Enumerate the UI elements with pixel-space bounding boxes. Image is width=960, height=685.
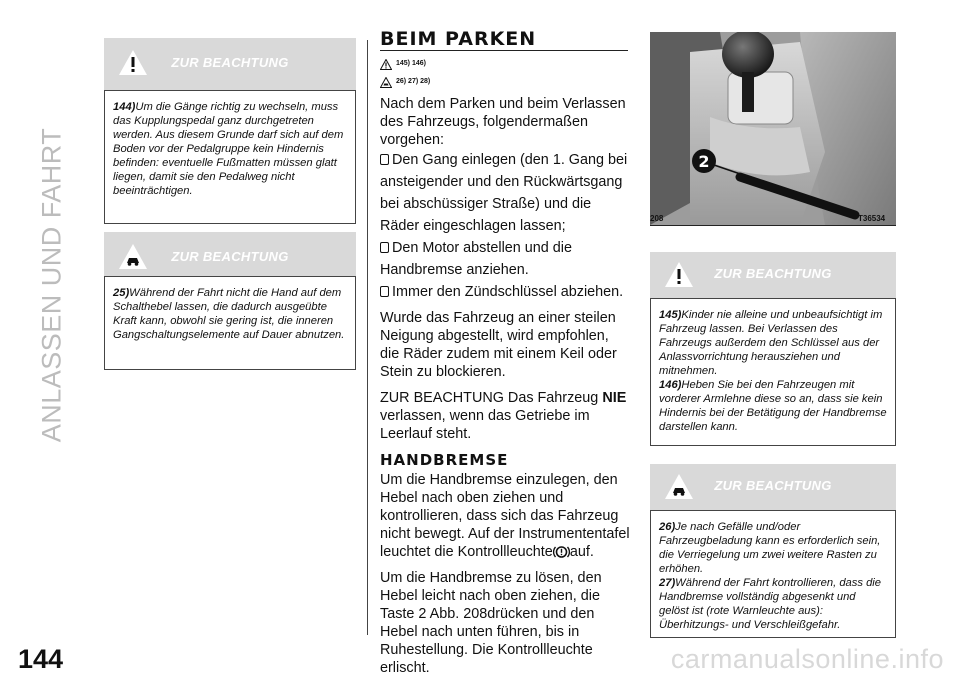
checkbox-bullet-icon — [380, 286, 389, 297]
figure-number: 208 — [650, 214, 664, 223]
paragraph: Um die Handbremse zu lösen, den Hebel leicht nach oben ziehen, die Taste 2 Abb. 208drücken und den Hebel nach unten führen, bis in Ruhestellung. Die Kontrollleuchte erlischt. — [380, 570, 602, 676]
reference-numbers: 145) 146) — [396, 60, 426, 67]
footnote-ref: 145) — [659, 309, 682, 321]
checkbox-bullet-icon — [380, 242, 389, 253]
warning-body — [650, 298, 896, 446]
paragraph: Um die Handbremse einzulegen, den Hebel nach oben ziehen und kontrollieren, dass sich das Fahrzeug nicht bewegt. Auf der Instrumententafel leuchtet die Kontrollleuchte auf. — [380, 472, 630, 560]
section-heading-handbremse: HANDBREMSE — [380, 451, 509, 469]
footnote-ref: 146) — [659, 379, 682, 391]
warning-header — [104, 38, 356, 90]
checkbox-bullet-icon — [380, 154, 389, 165]
warning-text: Kinder nie alleine und unbeaufsichtigt im Fahrzeug lassen. Bei Verlassen des Fahrzeugs außerdem den Schlüssel aus der Anlassvorrichtung herausziehen und mitnehmen. — [659, 309, 883, 377]
warning-title: ZUR BEACHTUNG — [714, 266, 832, 281]
warning-title: ZUR BEACHTUNG — [714, 478, 832, 493]
bullet-item: Den Motor abstellen und die Handbremse anziehen. — [380, 240, 572, 278]
warning-text: Um die Gänge richtig zu wechseln, muss das Kupplungspedal ganz durchgetreten werden. Aus diesem Grunde darf sich auf dem Boden vor der Pedalgruppe kein Hindernis befinden: eventuelle Fußmatten müssen glatt liegen, damit sie den Pedalweg nicht beeinträchtigen. — [113, 101, 344, 197]
paragraph-note: ZUR BEACHTUNG Das Fahrzeug NIE verlassen, wenn das Getriebe im Leerlauf steht. — [380, 390, 627, 442]
warning-text: Je nach Gefälle und/oder Fahrzeugbeladung kann es erforderlich sein, die Verriegelung um zwei weitere Rasten zu erhöhen. — [659, 521, 881, 575]
warning-body — [650, 510, 896, 638]
warning-header — [650, 464, 896, 510]
warning-text: Heben Sie bei den Fahrzeugen mit vorderer Armlehne diese so an, dass sie kein Hindernis bei der Betätigung der Handbremse darstellen kann. — [659, 379, 887, 433]
footnote-ref: 26) — [659, 521, 676, 533]
warning-body — [104, 90, 356, 224]
column-divider — [367, 40, 368, 635]
warning-title: ZUR BEACHTUNG — [171, 249, 289, 264]
warning-body — [104, 276, 356, 370]
bullet-item: Immer den Zündschlüssel abziehen. — [380, 281, 630, 303]
footnote-ref: 27) — [659, 577, 676, 589]
warning-text: Während der Fahrt kontrollieren, dass die Handbremse vollständig abgesenkt und gelöst ist (rote Warnleuchte aus): Überhitzungs- und Verschleißgefahr. — [659, 577, 881, 631]
page-number: 144 — [18, 644, 64, 674]
warning-header — [650, 252, 896, 298]
warning-triangle-icon — [380, 59, 392, 70]
warning-title: ZUR BEACHTUNG — [171, 55, 289, 70]
main-text-column — [380, 30, 630, 685]
callout-number: 2 — [698, 152, 710, 171]
figure-code: T36534 — [858, 214, 886, 223]
footnote-ref: 25) — [113, 287, 130, 299]
handbrake-photo — [650, 32, 896, 226]
warning-reference-line — [380, 73, 630, 91]
section-heading-parken: BEIM PARKEN — [380, 30, 628, 51]
warning-text: Während der Fahrt nicht die Hand auf dem Schalthebel lassen, die dadurch ausgeübte Kraft kann, obwohl sie gering ist, die inneren Gangschaltungselemente auf Dauer abnutzen. — [113, 287, 345, 341]
footnote-ref: 144) — [113, 101, 136, 113]
section-title-vertical: ANLASSEN UND FAHRT — [36, 127, 67, 443]
paragraph: Nach dem Parken und beim Verlassen des Fahrzeugs, folgendermaßen vorgehen: — [380, 96, 626, 148]
brake-warning-lamp-icon — [553, 544, 570, 560]
car-warning-triangle-icon — [380, 77, 392, 88]
paragraph: Wurde das Fahrzeug an einer steilen Neigung abgestellt, wird empfohlen, die Räder zudem mit einem Keil oder Stein zu blockieren. — [380, 310, 617, 380]
watermark: carmanualsonline.info — [670, 644, 944, 674]
warning-reference-line — [380, 55, 630, 73]
bullet-item: Den Gang einlegen (den 1. Gang bei ansteigender und den Rückwärtsgang bei abschüssiger Straße) und die Räder eingeschlagen lassen; — [380, 152, 628, 234]
reference-numbers: 26) 27) 28) — [396, 78, 431, 85]
